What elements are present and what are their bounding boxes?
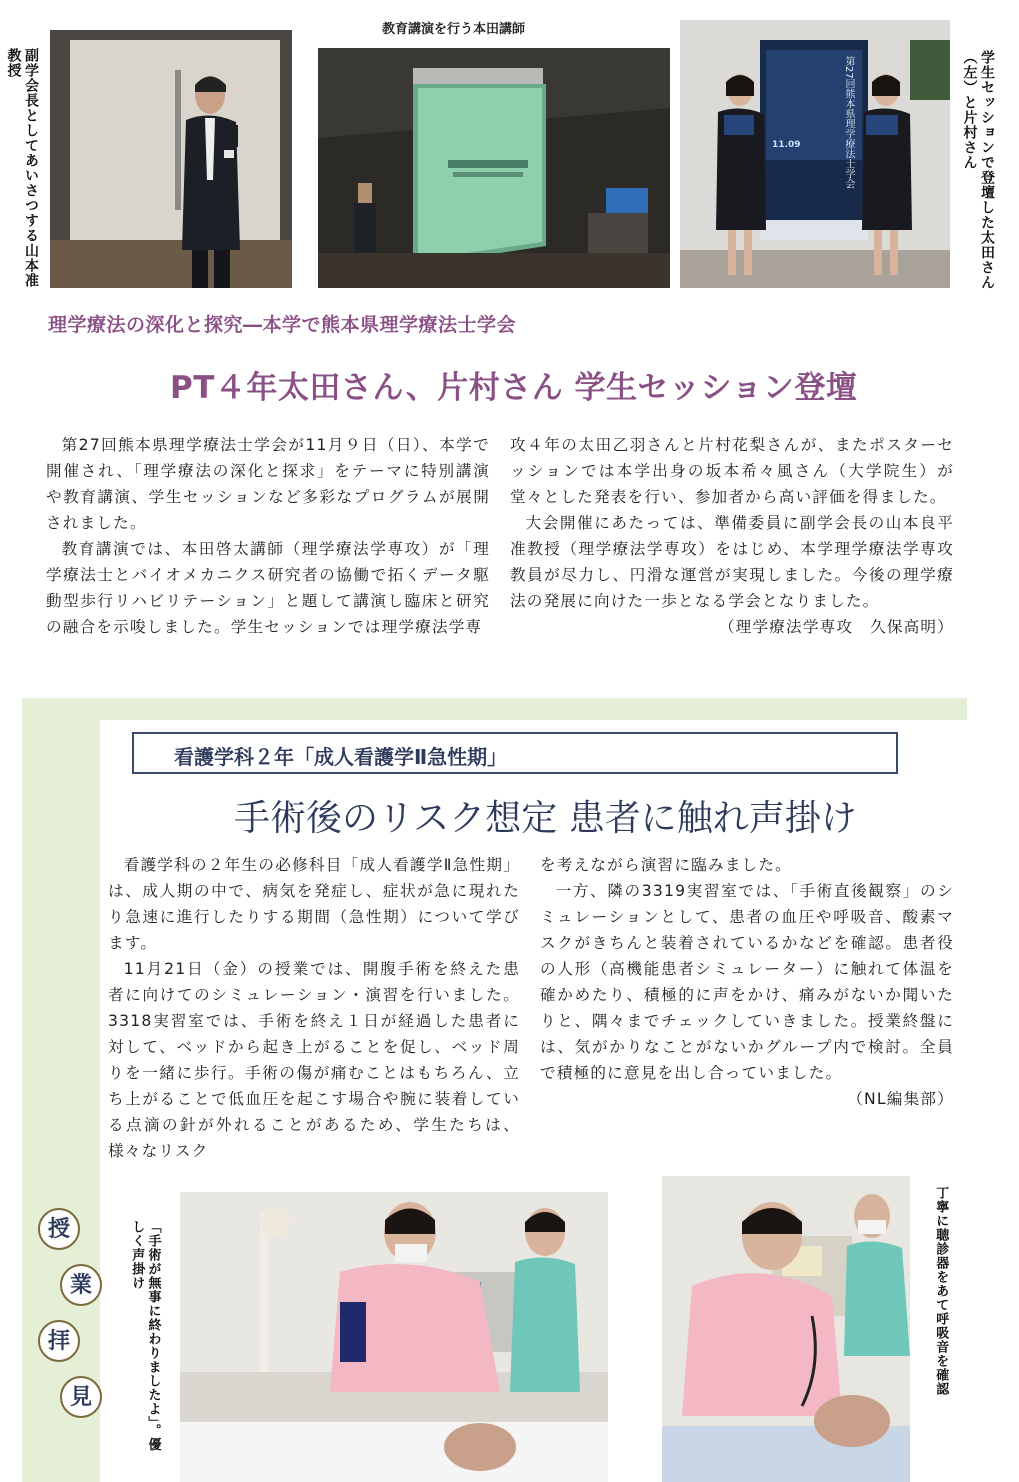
paragraph: 教育講演では、本田啓太講師（理学療法学専攻）が「理学療法士とバイオメカニクス研究者の協働で拓くデータ駆動型歩行リハビリテーション」と題して講演し臨床と研究の融合を示唆しました。学生セッションでは理学療法学専 [46, 540, 490, 636]
caption-vice-president: 副学会長としてあいさつする山本准教授 [5, 48, 39, 288]
photo-vice-president [50, 30, 292, 288]
article1-column-1 [46, 432, 490, 640]
poster-date: 11.09 [772, 140, 801, 150]
paragraph: 攻４年の太田乙羽さんと片村花梨さんが、またポスターセッションでは本学出身の坂本希々風さん（大学院生）が堂々とした発表を行い、参加者から高い評価を得ました。 [510, 436, 954, 506]
paragraph: 看護学科の２年生の必修科目「成人看護学Ⅱ急性期」は、成人期の中で、病気を発症し、症状が急に現れたり急速に進行したりする期間（急性期）について学びます。 [108, 856, 520, 952]
article1-signature: （理学療法学専攻 久保高明） [718, 618, 954, 636]
caption-stethoscope: 丁寧に聴診器をあて呼吸音を確認 [933, 1186, 949, 1396]
photo-students [680, 20, 950, 288]
caption-walk: 「手術が無事に終わりましたよ」。優しく声掛け [129, 1220, 161, 1452]
caption-students: 学生セッションで登壇した太田さん（左）と片村さん [961, 50, 995, 290]
article2-label: 看護学科２年「成人看護学Ⅱ急性期」 [174, 745, 508, 769]
paragraph: を考えながら演習に臨みました。 [540, 856, 792, 874]
section-band-left [22, 698, 100, 1482]
badge-char: 見 [60, 1376, 102, 1418]
photo-nursing-walk [180, 1192, 608, 1482]
photo-lecture [318, 48, 670, 288]
article2-column-2 [540, 852, 954, 1112]
paragraph: 一方、隣の3319実習室では、「手術直後観察」のシミュレーションとして、患者の血圧や呼吸音、酸素マスクがきちんと装着されているかなどを確認。患者役の人形（高機能患者シミュレーター）に触れて体温を確かめたり、積極的に声をかけ、痛みがないか聞いたりと、隅々までチェックしていきました。授業終盤には、気がかりなことがないかグループ内で検討。全員で積極的に意見を出し合っていました。 [540, 882, 954, 1082]
caption-lecture: 教育講演を行う本田講師 [382, 22, 526, 37]
paragraph: 第27回熊本県理学療法士学会が11月９日（日）、本学で開催され、「理学療法の深化と探求」をテーマに特別講演や教育講演、学生セッションなど多彩なプログラムが展開されました。 [46, 436, 490, 532]
article1-headline: PT４年太田さん、片村さん 学生セッション登壇 [170, 370, 858, 406]
article1-column-2 [510, 432, 954, 640]
poster-title: 第27回熊本県理学療法士学会 [843, 56, 854, 189]
article2-column-1 [108, 852, 520, 1164]
article2-headline: 手術後のリスク想定 患者に触れ声掛け [234, 798, 857, 839]
paragraph: 11月21日（金）の授業では、開腹手術を終えた患者に向けてのシミュレーション・演習を行いました。3318実習室では、手術を終え１日が経過した患者に対して、ベッドから起き上がることを促し、ベッド周りを一緒に歩行。手術の傷が痛むことはもちろん、立ち上がることで低血圧を起こす場合や腕に装着している点滴の針が外れることがあるため、学生たちは、様々なリスク [108, 960, 520, 1160]
article2-label-box [132, 732, 898, 774]
article2-signature: （NL編集部） [847, 1090, 954, 1108]
paragraph: 大会開催にあたっては、準備委員に副学会長の山本良平准教授（理学療法学専攻）をはじめ、本学理学療法学専攻教員が尽力し、円滑な運営が実現しました。今後の理学療法の発展に向けた一歩となる学会となりました。 [510, 514, 954, 610]
article1-kicker: 理学療法の深化と探究―本学で熊本県理学療法士学会 [48, 314, 517, 336]
badge-char: 授 [38, 1208, 80, 1250]
badge-char: 業 [60, 1264, 102, 1306]
badge-char: 拝 [38, 1320, 80, 1362]
section-band-top [22, 698, 967, 720]
photo-stethoscope [662, 1176, 910, 1482]
